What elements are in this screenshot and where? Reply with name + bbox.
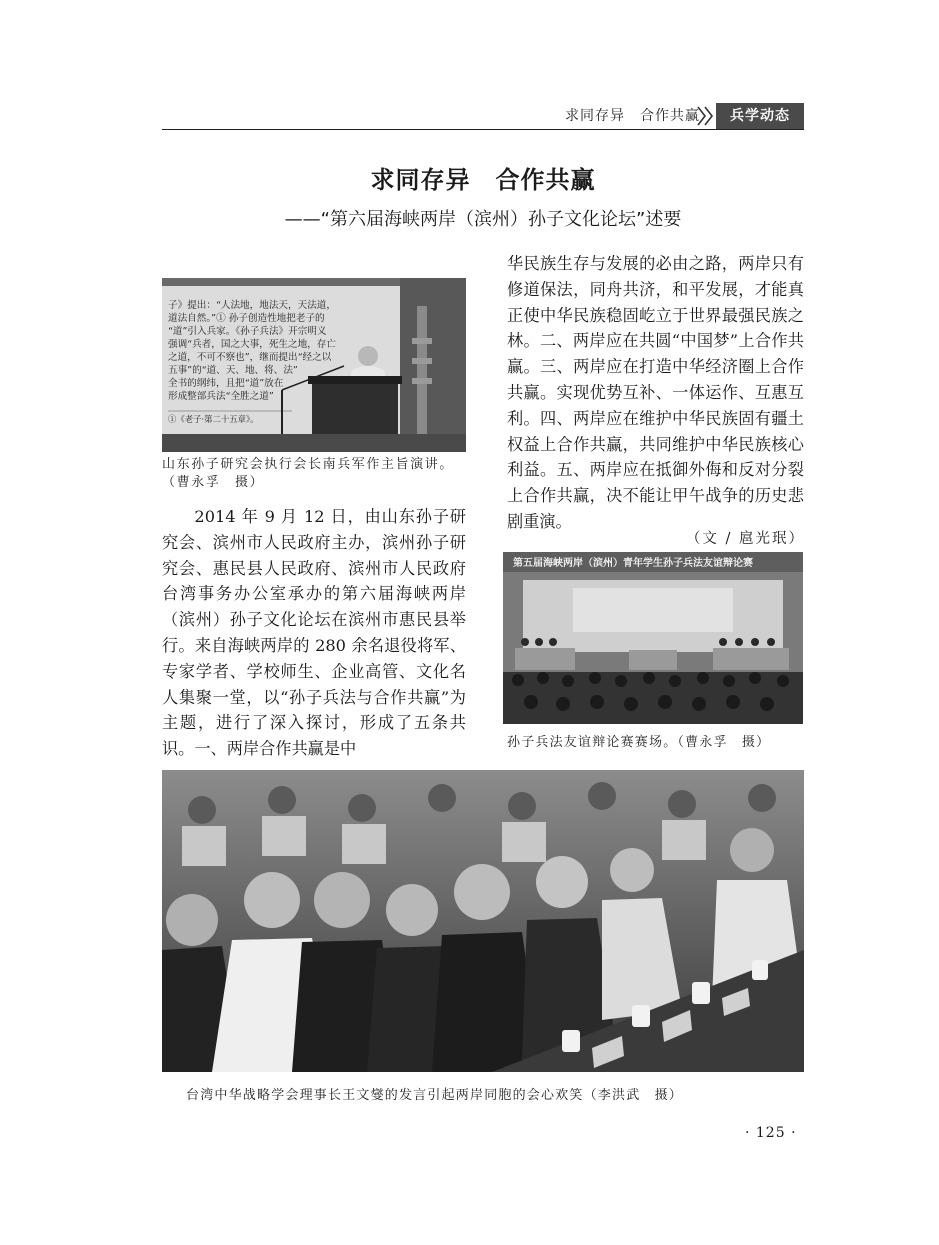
slide-line: 子》提出：“人法地，地法天，天法道， bbox=[168, 300, 336, 311]
article-title: 求同存异 合作共赢 bbox=[370, 165, 596, 194]
debate-table bbox=[515, 648, 575, 670]
tower-backdrop bbox=[400, 278, 466, 452]
caption-photo-debate: 孙子兵法友谊辩论赛赛场。（曹永孚 摄） bbox=[507, 735, 771, 750]
debate-table bbox=[629, 650, 677, 670]
caption-photo-speaker: 山东孙子研究会执行会长南兵军作主旨演讲。（曹永孚 摄） bbox=[162, 457, 455, 490]
debate-table bbox=[713, 648, 789, 670]
running-header bbox=[162, 103, 804, 130]
slide-line: 形成整部兵法“全胜之道” bbox=[168, 391, 274, 402]
section-tag: 兵学动态 bbox=[716, 103, 804, 129]
caption-photo-audience: 台湾中华战略学会理事长王文燮的发言引起两岸同胞的会心欢笑（李洪武 摄） bbox=[186, 1088, 684, 1103]
running-title: 求同存异 合作共赢 bbox=[565, 108, 700, 124]
article-body-left: 2014 年 9 月 12 日，由山东孙子研究会、滨州市人民政府主办，滨州孙子研究会、惠民县人民政府、滨州市人民政府台湾事务办公室承办的第六届海峡两岸（滨州）孙子文化论坛在滨州市惠民县举行。来自海峡两岸的 280 余名退役将军、专家学者、学校师生、企业高管、文化名人集聚一堂，以“孙子兵法与合作共赢”为主题，进行了深入探讨，形成了五条共识。一、两岸合作共赢是中 bbox=[162, 507, 466, 759]
page-number: · 125 · bbox=[745, 1125, 797, 1141]
slide-line: 道法自然。”① 孙子创造性地把老子的 bbox=[168, 313, 325, 324]
photo-speaker bbox=[162, 278, 466, 452]
author-signature: （文 / 扈光珉） bbox=[685, 531, 805, 547]
slide-line: 五事”的“道、天、地、将、法” bbox=[168, 365, 298, 376]
speaker-head bbox=[358, 346, 378, 366]
double-chevron-icon bbox=[696, 104, 716, 128]
slide-line: “道”引入兵家。《孙子兵法》开宗明义 bbox=[168, 326, 327, 337]
photo-audience bbox=[162, 770, 804, 1072]
article-subtitle: ——“第六届海峡两岸（滨州）孙子文化论坛”述要 bbox=[284, 209, 682, 230]
slide-line: 之道，不可不察也”，继而提出“经之以 bbox=[168, 352, 332, 363]
slide-line: 强调“兵者，国之大事，死生之地，存亡 bbox=[168, 339, 336, 350]
article-body-right: 华民族生存与发展的必由之路，两岸只有修道保法，同舟共济，和平发展，才能真正使中华民族稳固屹立于世界最强民族之林。二、两岸应在共圆“中国梦”上合作共赢。三、两岸应在打造中华经济圈上合作共赢。实现优势互补、一体运作、互惠互利。四、两岸应在维护中华民族固有疆土权益上合作共赢，共同维护中华民族核心利益。五、两岸应在抵御外侮和反对分裂上合作共赢，决不能让甲午战争的历史悲剧重演。 bbox=[507, 254, 804, 531]
venue-banner: 第五届海峡两岸（滨州）青年学生孙子兵法友谊辩论赛 bbox=[513, 558, 753, 569]
slide-line: 全书的纲纬，且把“道”放在 bbox=[168, 378, 284, 389]
photo-debate-venue bbox=[503, 552, 803, 724]
slide-footnote: ①《老子·第二十五章》。 bbox=[168, 414, 259, 424]
